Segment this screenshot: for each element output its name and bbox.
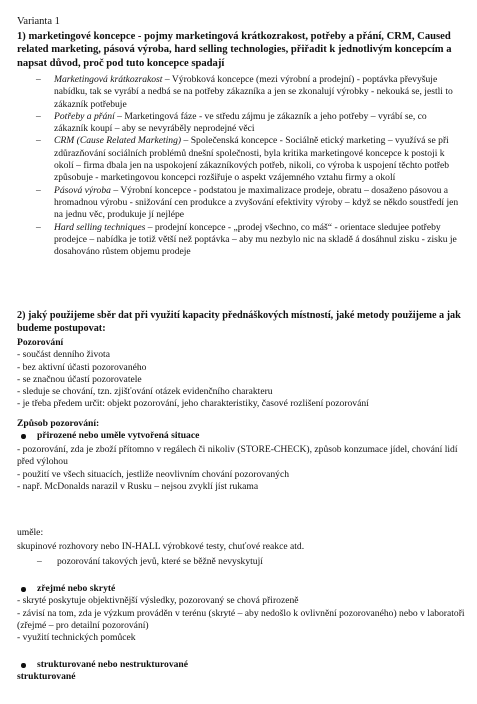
zpusob-heading: Způsob pozorování: [17,418,100,429]
concept-text: – Výrobková koncepce (mezi výrobní a prodejní) - poptávka převyšuje nabídku, tak se vyrábí a nedbá se na potřeby zákazníka a jen se zkonalují výrobky - nekouká se, jestli to zákazník potřebuje [54,74,453,110]
concept-item: – Marketingová krátkozrakost – Výrobková koncepce (mezi výrobní a prodejní) - poptávka převyšuje nabídku, tak se vyrábí a nedbá se na potřeby zákazníka a jen se zkonalují výrobky - nekouká se, jestli to zákazník potřebuje [36,74,453,110]
list-item: - skryté poskytuje objektivnější výsledky, pozorovaný se chová přirozeně [17,595,299,607]
bullet-dot [21,434,26,439]
umele-line: skupinové rozhovory nebo IN-HALL výrobkové testy, chuťové reakce atd. [17,541,305,553]
concept-list [0,74,477,258]
pozorovani-section [17,337,467,411]
concept-text: – prodejní koncepce - „prodej všechno, co máš“ - orientace sledujee potřeby prodejce – nabídka je totiž větší než poptávka – aby mu nezbylo nic na skladě á dosáhnul zisku - zisku je dosahováno růstem objemu prodeje [54,221,457,258]
concept-text: – Výrobní koncepce - podstatou je maximalizace prodeje, obratu – dosaženo pásovou a hromadnou výrobu - snižování cen produkce a zvyšování efektivity výroby – když se někdo soustředí jen na jednu věc, produkuje jí nejlépe [54,184,459,221]
list-item: - využití technických pomůcek [17,632,136,644]
struktura-block [17,659,467,684]
concept-term: CRM (Cause Related Marketing) [54,135,182,147]
zpusob-heading-block [17,418,467,443]
umele-label: uměle: [17,527,44,538]
list-item: - pozorování, zda je zboží přítomno v regálech či nikoliv (STORE-CHECK), způsob konzumace jídel, chování lidí před výlohou [17,444,458,468]
concept-item: – Pásová výroba – Výrobní koncepce - podstatou je maximalizace prodeje, obratu – dosaženo pásovou a hromadnou výrobu - snižování cen produkce a zvyšování efektivity výroby – když se někdo soustředí jen na jednu věc, produkuje jí nejlépe [36,184,459,221]
variant-label: Varianta 1 [17,16,60,27]
structured-label: strukturované [17,671,76,683]
concept-item: – Potřeby a přání – Marketingová fáze - ve středu zájmu je zákazník a jeho potřeby – vyrábí se, co zákazník koupí – aby se nevyráběly neprodejné věci [36,110,427,135]
concept-term: Potřeby a přání [54,110,115,122]
concept-item: – CRM (Cause Related Marketing) – Společenská koncepce - Sociálně etický marketing – využívá se při zdůrazňování sociálních problémů dnešní společnosti, byla kritika marketingové koncepce k postoji k okolí – firma dbala jen na uspokojení zákazníkových potřeb, nikoli, co výroba k uspojení těchto potřeb způsobuje - marketingovou koncepci rozšiřuje o aspekt vzájemného vztahu firmy a okolí [36,135,450,184]
list-item: - se značnou účastí pozorovatele [17,373,142,385]
question-1: 1) marketingové koncepce - pojmy marketingová krátkozrakost, potřeby a přání, CRM, Caused related marketing, pásová výroba, hard selling technologies, přiřadit k jednotlivým koncepcím a napsat důvod, proč pod tuto koncepce spadají [17,31,452,69]
concept-term: Hard selling techniques [54,221,146,233]
concept-text: – Marketingová fáze - ve středu zájmu je zákazník a jeho potřeby – vyrábí se, co zákazník koupí – aby se nevyráběly neprodejné věci [54,110,427,135]
bullet-dot [21,587,26,592]
natural-details [17,444,467,493]
list-item: - použití ve všech situacích, jestliže neovlivním chování pozorovaných [17,468,290,480]
concept-item: – Hard selling techniques – prodejní koncepce - „prodej všechno, co máš“ - orientace sledujee potřeby prodejce – nabídka je totiž větší než poptávka – aby mu nezbylo nic na skladě á dosáhnul zisku - zisku je dosahováno růstem objemu prodeje [36,221,457,258]
umele-sub: – pozorování takových jevů, které se běžně nevyskytují [37,555,263,567]
pozorovani-heading: Pozorování [17,337,64,348]
concept-term: Marketingová krátkozrakost [54,74,163,85]
list-item: - sleduje se chování, tzn. zjišťování otázek evidenčního charakteru [17,386,273,398]
zrejme-block [17,583,467,644]
bullet-natural: přirozené nebo uměle vytvořená situace [17,430,467,442]
bullet-dot [21,663,26,668]
bullet-obvious: zřejmé nebo skryté [17,583,467,595]
question-2: 2) jaký použijeme sběr dat při využití kapacity přednáškových místností, jaké metody použijeme a jak budeme postupovat: [17,310,461,334]
concept-text: – Společenská koncepce - Sociálně etický marketing – využívá se při zdůrazňování sociálních problémů dnešní společnosti, byla kritika marketingové koncepce k postoji k okolí – firma dbala jen na uspokojení zákazníkových potřeb, nikoli, co výroba k uspojení těchto potřeb způsobuje - marketingovou koncepci rozšiřuje o aspekt vzájemného vztahu firmy a okolí [54,135,450,184]
concept-term: Pásová výroba [54,184,111,196]
list-item: - součást denního života [17,349,110,361]
list-item: - bez aktivní účasti pozorovaného [17,361,147,373]
list-item: - je třeba předem určit: objekt pozorování, jeho charakteristiky, časové rozlišení pozorování [17,398,369,410]
list-item: - závisí na tom, zda je výzkum prováděn v terénu (skryté – aby nedošlo k ovlivnění pozorovaného) nebo v laboratoři (zřejmé – pro detailní pozorování) [17,607,465,631]
list-item: - např. McDonalds narazil v Rusku – nejsou zvyklí jíst rukama [17,480,259,492]
umele-block [17,527,467,568]
bullet-structured: strukturované nebo nestrukturované [17,659,467,671]
